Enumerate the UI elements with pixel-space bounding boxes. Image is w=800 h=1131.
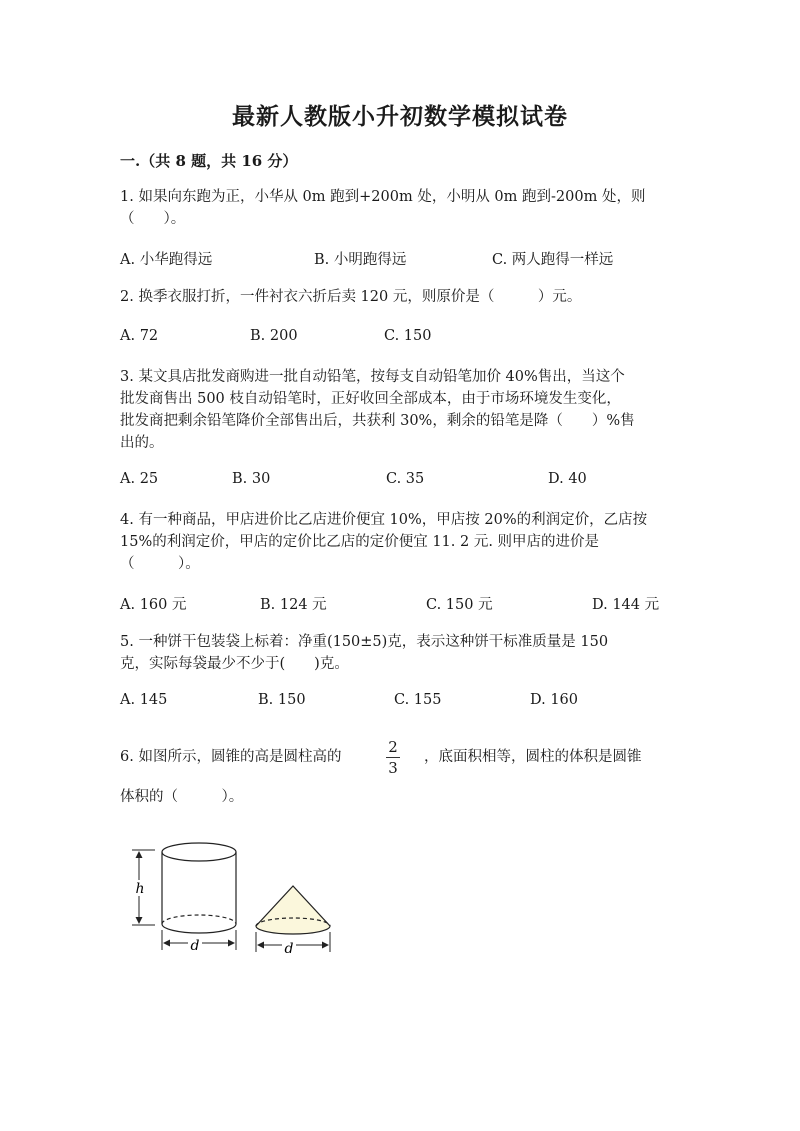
question-1-option-b[interactable]: B. 小明跑得远	[314, 252, 407, 268]
question-5-option-b[interactable]: B. 150	[258, 692, 306, 708]
question-4-line-2: 15%的利润定价，甲店的定价比乙店的定价便宜 11. 2 元. 则甲店的进价是	[120, 534, 600, 550]
question-5-line-1: 5. 一种饼干包装袋上标着：净重(150±5)克，表示这种饼干标准质量是 150	[120, 634, 609, 650]
question-2-option-a[interactable]: A. 72	[120, 328, 159, 344]
question-4-line-3: （ ）。	[120, 556, 200, 572]
cone-shape	[256, 886, 330, 934]
fraction-denominator: 3	[388, 759, 398, 777]
question-4-line-1: 4. 有一种商品，甲店进价比乙店进价便宜 10%，甲店按 20%的利润定价，乙店按	[120, 512, 648, 528]
question-5-line-2: 克，实际每袋最少不少于( )克。	[120, 656, 349, 672]
question-3-option-a[interactable]: A. 25	[120, 471, 159, 487]
question-3-option-b[interactable]: B. 30	[232, 471, 271, 487]
question-1-option-c[interactable]: C. 两人跑得一样远	[492, 252, 614, 268]
question-3-line-3: 批发商把剩余铅笔降价全部售出后，共获利 30%，剩余的铅笔是降（ ）%售	[120, 413, 635, 429]
question-4-option-a[interactable]: A. 160 元	[120, 597, 187, 613]
question-1-line-2: （ ）。	[120, 211, 186, 227]
question-3-option-c[interactable]: C. 35	[386, 471, 425, 487]
question-1-line-1: 1. 如果向东跑为正，小华从 0m 跑到+200m 处，小明从 0m 跑到-200m 处，则	[120, 189, 646, 205]
question-5-option-a[interactable]: A. 145	[120, 692, 168, 708]
question-3-line-4: 出的。	[120, 435, 164, 451]
fraction-numerator: 2	[388, 738, 398, 756]
cone-diameter-label: d	[284, 941, 294, 957]
question-2-line-1: 2. 换季衣服打折，一件衬衣六折后卖 120 元，则原价是（ ）元。	[120, 289, 582, 305]
question-5-option-d[interactable]: D. 160	[530, 692, 579, 708]
question-3-line-2: 批发商售出 500 枝自动铅笔时，正好收回全部成本，由于市场环境发生变化，	[120, 391, 621, 407]
question-3-option-d[interactable]: D. 40	[548, 471, 587, 487]
question-4-option-c[interactable]: C. 150 元	[426, 597, 493, 613]
question-2-option-c[interactable]: C. 150	[384, 328, 432, 344]
height-label: h	[135, 881, 145, 897]
section-header: 一.（共 8 题，共 16 分）	[120, 152, 298, 170]
page-title: 最新人教版小升初数学模拟试卷	[232, 104, 568, 130]
question-6-line-b: ，底面积相等，圆柱的体积是圆锥	[424, 749, 642, 765]
fraction-two-thirds	[386, 738, 400, 777]
question-4-option-d[interactable]: D. 144 元	[592, 597, 660, 613]
question-6-line-a: 6. 如图所示，圆锥的高是圆柱高的	[120, 749, 342, 765]
question-2-option-b[interactable]: B. 200	[250, 328, 298, 344]
fraction-bar	[386, 757, 400, 758]
cylinder-diameter-label: d	[190, 938, 200, 954]
question-4-option-b[interactable]: B. 124 元	[260, 597, 327, 613]
question-1-option-a[interactable]: A. 小华跑得远	[120, 252, 213, 268]
cylinder-cone-figure	[125, 840, 365, 965]
cylinder-shape	[162, 843, 236, 933]
question-6-line-c: 体积的（ ）。	[120, 789, 244, 805]
question-5-option-c[interactable]: C. 155	[394, 692, 442, 708]
question-3-line-1: 3. 某文具店批发商购进一批自动铅笔，按每支自动铅笔加价 40%售出，当这个	[120, 369, 625, 385]
